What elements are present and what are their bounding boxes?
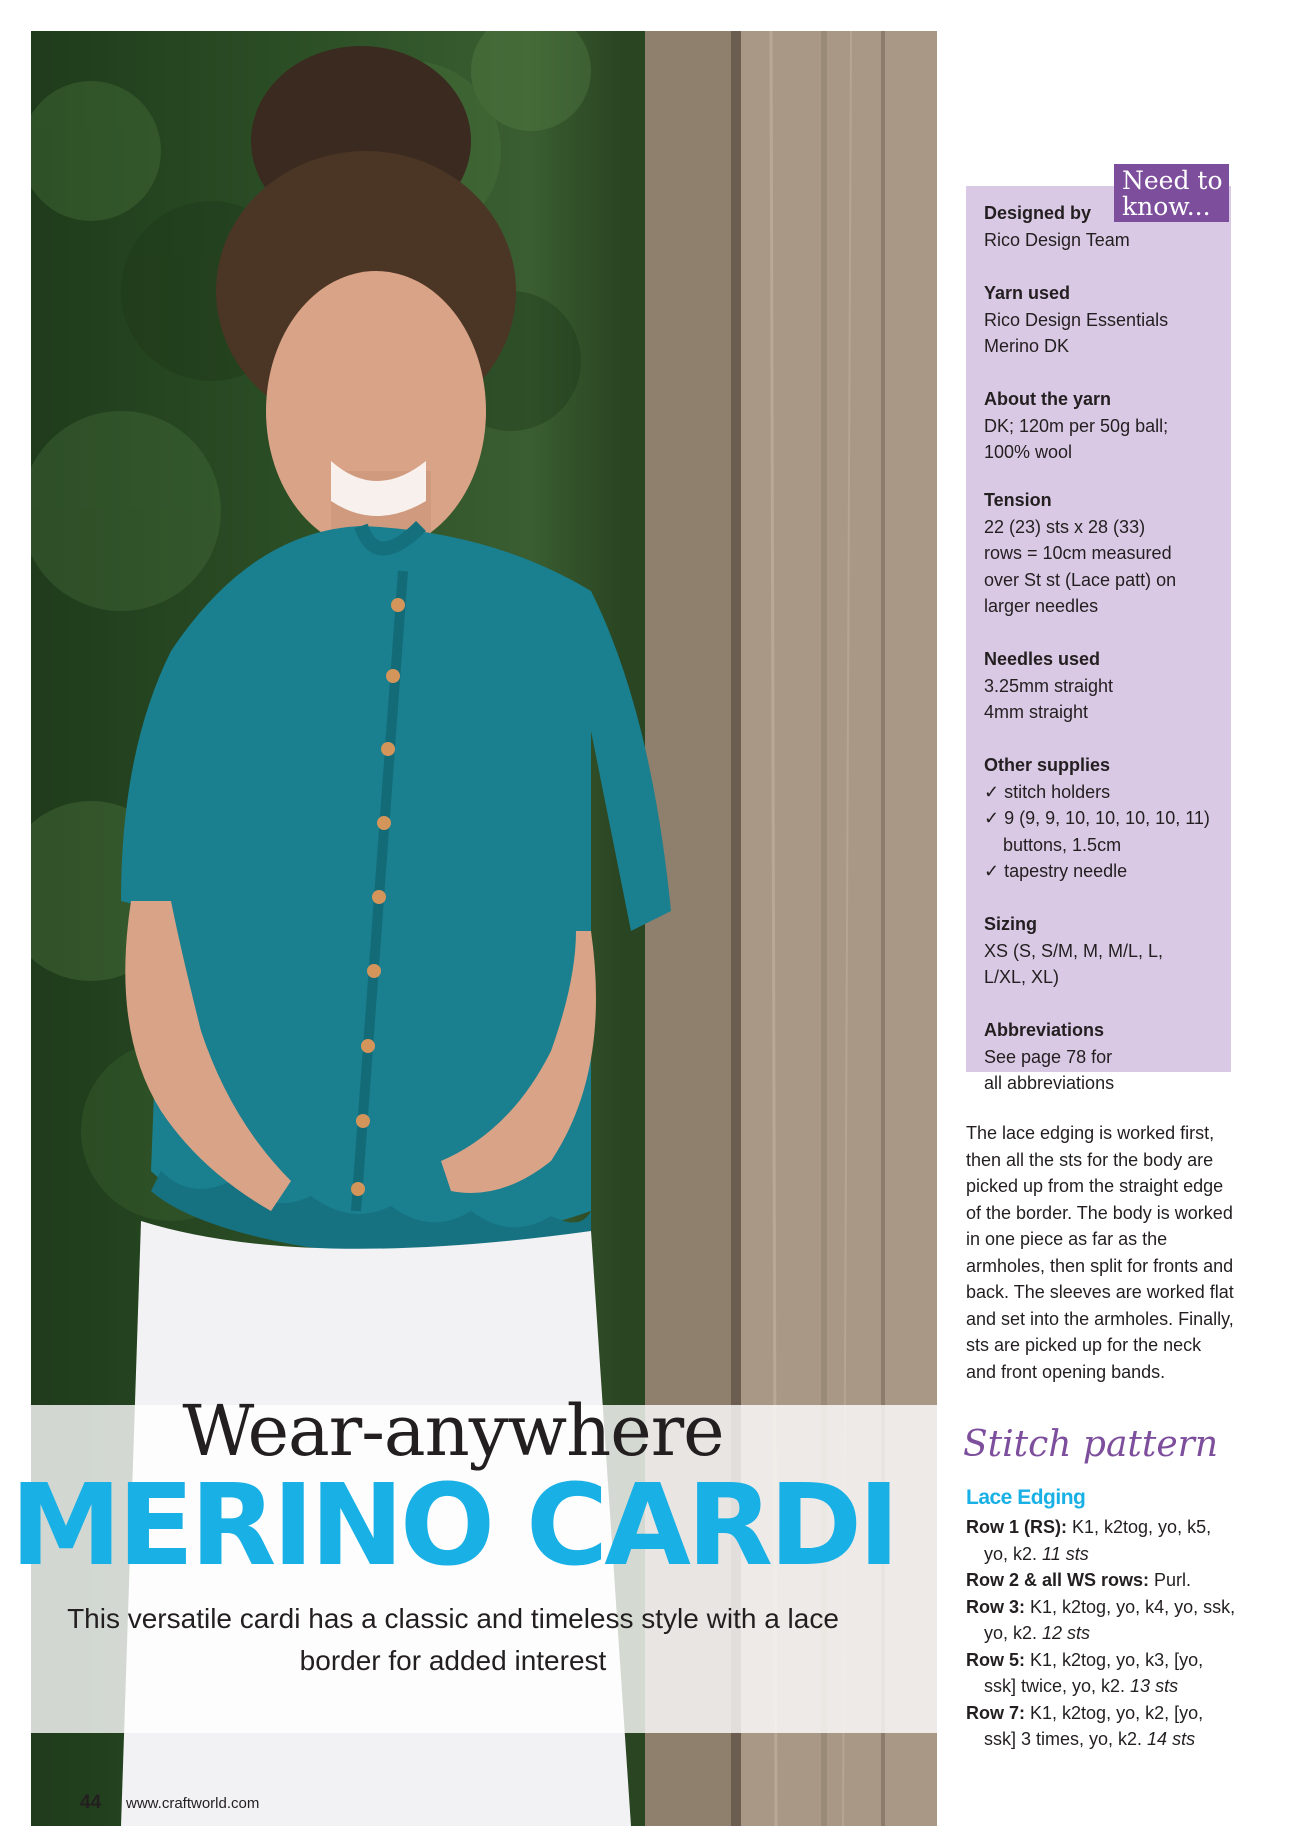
spec-heading: Other supplies — [984, 755, 1111, 775]
row-label: Row 2 & all WS rows: — [966, 1570, 1150, 1590]
spec-tension — [984, 487, 1224, 620]
spec-about-yarn — [984, 386, 1224, 466]
row-label: Row 1 (RS): — [966, 1517, 1067, 1537]
row-count: 13 sts — [1130, 1676, 1179, 1696]
spec-text: 22 (23) sts x 28 (33) rows = 10cm measured over St st (Lace patt) on larger needles — [984, 516, 1177, 616]
pattern-row — [966, 1514, 1236, 1567]
row-label: Row 5: — [966, 1649, 1026, 1670]
need-to-know-tag: Need to know... — [1114, 164, 1229, 222]
spec-text: Rico Design Team — [984, 229, 1130, 250]
row-count: 14 sts — [1147, 1729, 1196, 1749]
pattern-row — [966, 1594, 1236, 1647]
supply-item: ✓ 9 (9, 9, 10, 10, 10, 10, 11) buttons, 1.5cm — [984, 808, 1210, 855]
pattern-rows — [966, 1514, 1236, 1753]
spec-heading: Yarn used — [984, 283, 1071, 303]
spec-heading: Needles used — [984, 649, 1101, 669]
spec-abbreviations — [984, 1017, 1224, 1097]
spec-heading: Designed by — [984, 203, 1092, 223]
spec-supplies — [984, 752, 1224, 885]
intro-paragraph: The lace edging is worked first, then all the sts for the body are picked up from the straight edge of the border. The body is worked in one piece as far as the armholes, then split for fronts and back. The sleeves are worked flat and set into the armholes. Finally, sts are picked up for the neck and front opening bands. — [966, 1123, 1234, 1382]
spec-designer — [984, 200, 1224, 253]
pattern-row — [966, 1567, 1236, 1594]
stitch-pattern-heading: Stitch pattern — [963, 1424, 1219, 1465]
row-text: Purl. — [1149, 1570, 1192, 1590]
row-count: 11 sts — [1042, 1543, 1089, 1564]
pattern-row — [966, 1647, 1236, 1700]
spec-text: XS (S, S/M, M, M/L, L, L/XL, XL) — [984, 940, 1164, 987]
spec-text: See page 78 for all abbreviations — [984, 1046, 1115, 1093]
spec-yarn — [984, 280, 1224, 360]
headline-small: Wear-anywhere — [182, 1390, 724, 1472]
row-text: K1, k2tog, yo, k3, [yo, ssk] twice, yo, k2. — [984, 1649, 1204, 1696]
spec-needles — [984, 646, 1224, 726]
row-count: 12 sts — [1042, 1623, 1091, 1643]
spec-text: Rico Design Essentials Merino DK — [984, 309, 1169, 356]
row-text: K1, k2tog, yo, k2, [yo, ssk] 3 times, yo, k2. — [984, 1702, 1204, 1749]
spec-sizing — [984, 911, 1224, 991]
spec-heading: About the yarn — [984, 389, 1112, 409]
headline-big: MERINO CARDI — [10, 1461, 896, 1591]
supply-item: ✓ tapestry needle — [984, 861, 1128, 881]
pattern-row — [966, 1700, 1236, 1753]
supply-item: ✓ stitch holders — [984, 781, 1111, 802]
spec-text: 3.25mm straight 4mm straight — [984, 675, 1114, 722]
row-text: K1, k2tog, yo, k5, yo, k2. — [984, 1517, 1212, 1564]
spec-heading: Abbreviations — [984, 1020, 1105, 1040]
lace-edging-heading: Lace Edging — [966, 1486, 1086, 1509]
spec-text: DK; 120m per 50g ball; 100% wool — [984, 415, 1169, 462]
page-number: 44 — [80, 1792, 102, 1813]
row-label: Row 7: — [966, 1702, 1026, 1723]
website-link[interactable]: www.craftworld.com — [126, 1795, 260, 1812]
standfirst: This versatile cardi has a classic and timeless style with a lace border for added interest — [67, 1603, 839, 1676]
row-label: Row 3: — [966, 1596, 1026, 1617]
row-text: K1, k2tog, yo, k4, yo, ssk, yo, k2. — [984, 1596, 1236, 1643]
spec-heading: Tension — [984, 490, 1052, 510]
spec-heading: Sizing — [984, 914, 1037, 934]
